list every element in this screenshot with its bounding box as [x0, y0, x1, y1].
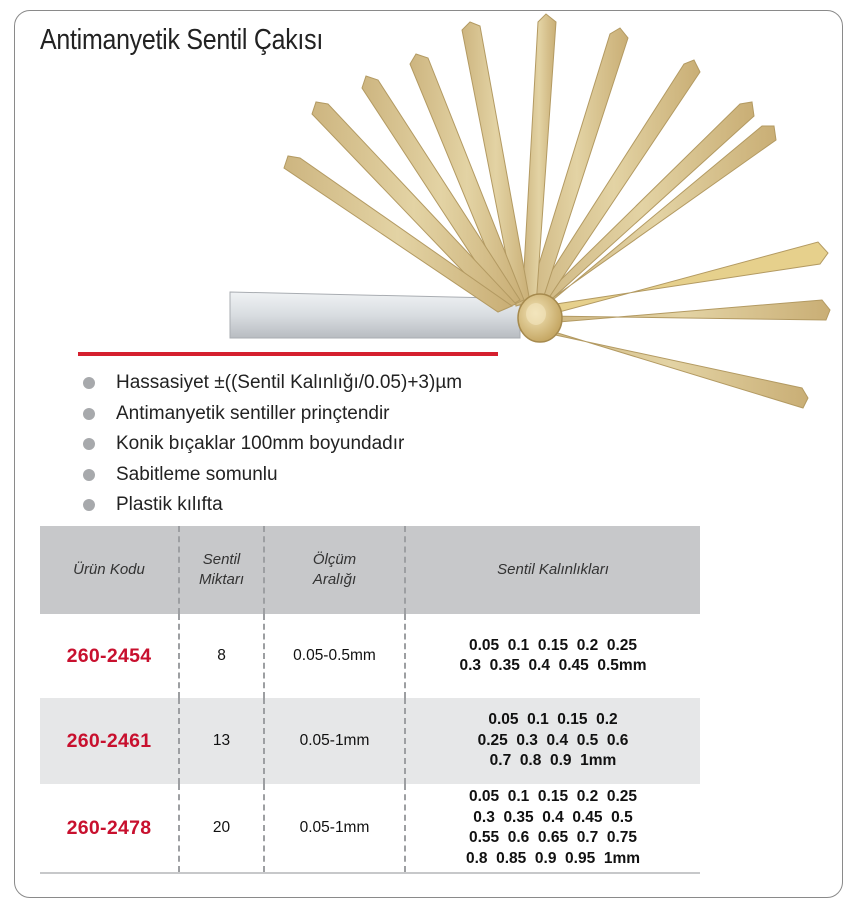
table-row [40, 698, 700, 784]
measuring-range: 0.05-1mm [264, 698, 405, 784]
blade-thicknesses: 0.05 0.1 0.15 0.2 0.25 0.3 0.4 0.5 0.6 0.7 0.8 0.9 1mm [405, 698, 700, 784]
bullet-icon [83, 499, 95, 511]
header-blade-count: Sentil Miktarı [179, 526, 264, 614]
measuring-range: 0.05-1mm [264, 784, 405, 873]
feature-text: Plastik kılıfta [116, 494, 223, 516]
feature-list [80, 368, 462, 521]
blade-thicknesses: 0.05 0.1 0.15 0.2 0.25 0.3 0.35 0.4 0.45 0.5mm [405, 614, 700, 698]
header-blade-thicknesses: Sentil Kalınlıkları [405, 526, 700, 614]
header-product-code: Ürün Kodu [40, 526, 179, 614]
bullet-icon [83, 408, 95, 420]
product-table [40, 526, 700, 874]
product-code: 260-2454 [40, 614, 179, 698]
list-item [80, 429, 462, 460]
page-title: Antimanyetik Sentil Çakısı [40, 24, 323, 56]
bullet-icon [83, 438, 95, 450]
list-item [80, 399, 462, 430]
list-item [80, 460, 462, 491]
blade-count: 8 [179, 614, 264, 698]
blade-thicknesses: 0.05 0.1 0.15 0.2 0.25 0.3 0.35 0.4 0.45 0.5 0.55 0.6 0.65 0.7 0.75 0.8 0.85 0.9 0.95 1mm [405, 784, 700, 873]
table-row [40, 614, 700, 698]
feature-text: Sabitleme somunlu [116, 463, 278, 485]
header-measuring-range: Ölçüm Aralığı [264, 526, 405, 614]
feature-text: Konik bıçaklar 100mm boyundadır [116, 433, 405, 455]
measuring-range: 0.05-0.5mm [264, 614, 405, 698]
list-item [80, 490, 462, 521]
list-item [80, 368, 462, 399]
feature-text: Antimanyetik sentiller prinçtendir [116, 402, 390, 424]
bullet-icon [83, 377, 95, 389]
blade-count: 13 [179, 698, 264, 784]
bullet-icon [83, 469, 95, 481]
product-code: 260-2461 [40, 698, 179, 784]
product-image [0, 0, 857, 420]
blade-count: 20 [179, 784, 264, 873]
accent-divider [78, 352, 498, 356]
feature-text: Hassasiyet ±((Sentil Kalınlığı/0.05)+3)µm [116, 372, 463, 394]
table-header-row [40, 526, 700, 614]
product-code: 260-2478 [40, 784, 179, 873]
table-row [40, 784, 700, 873]
